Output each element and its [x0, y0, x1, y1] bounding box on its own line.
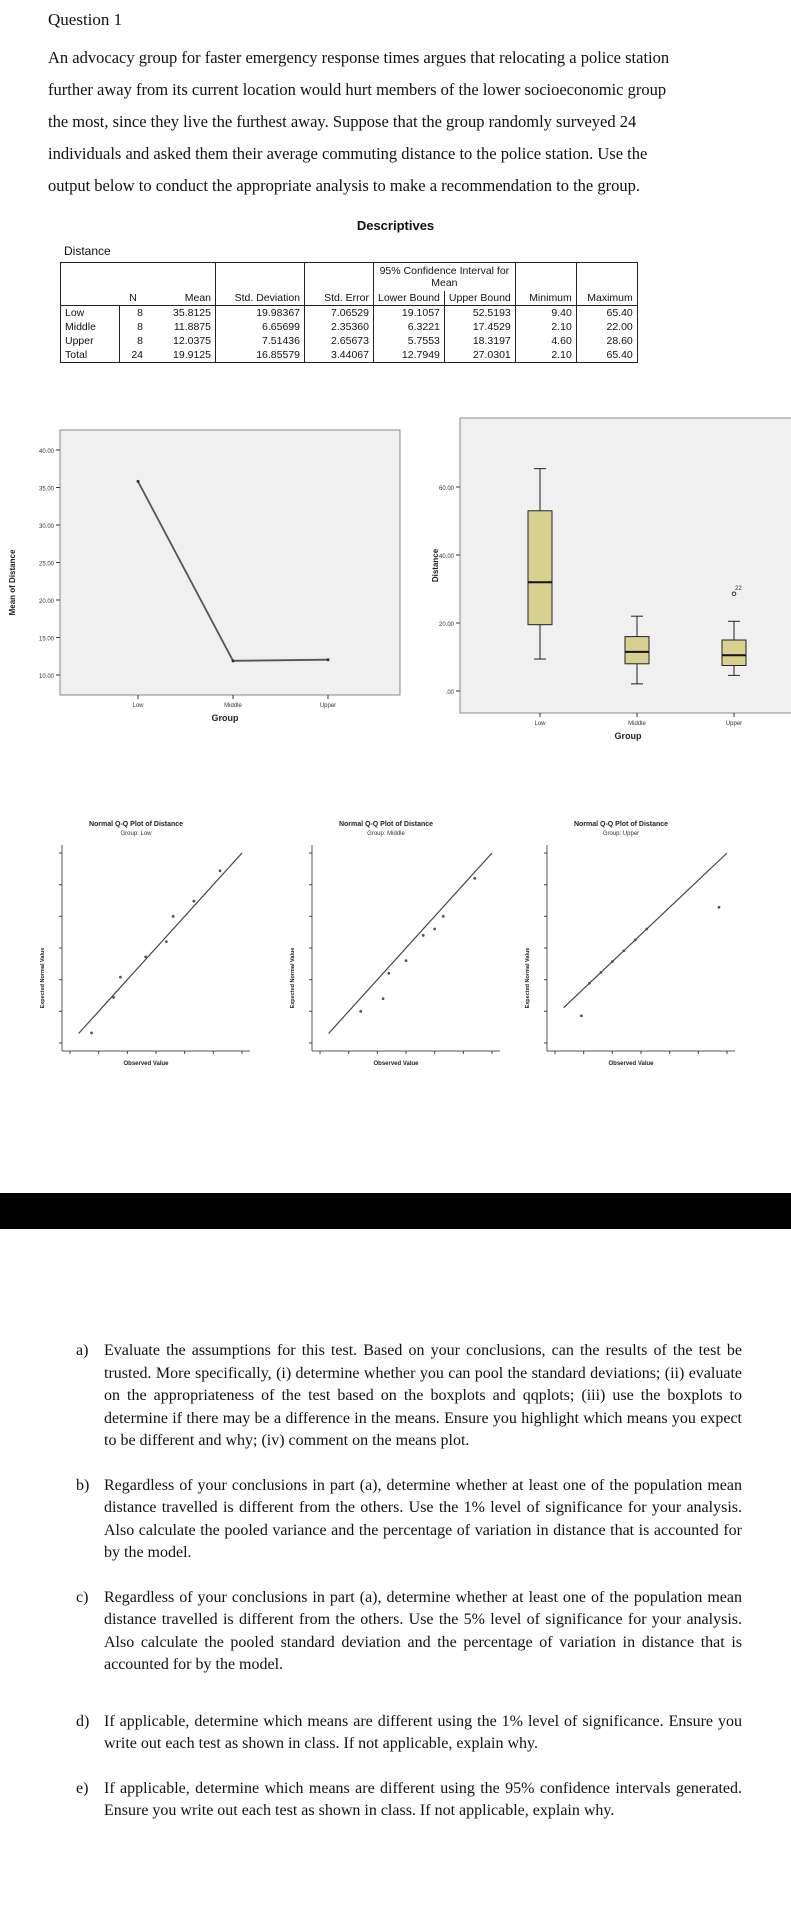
- cell: 2.10: [515, 348, 576, 363]
- intro-line: output below to conduct the appropriate analysis to make a recommendation to the group.: [48, 176, 641, 195]
- row-label: Low: [61, 306, 120, 321]
- table-row: [61, 306, 638, 321]
- cell: 19.1057: [374, 306, 445, 321]
- table-row: [61, 348, 638, 363]
- cell: 8: [137, 321, 143, 333]
- table-row: [61, 334, 638, 348]
- cell: 2.10: [515, 320, 576, 334]
- data-point: [192, 900, 195, 903]
- outlier-label: 22: [735, 585, 742, 592]
- cell: 16.85579: [216, 348, 305, 363]
- cell: 65.40: [576, 348, 637, 363]
- y-tick-label: 35.00: [38, 486, 54, 493]
- qq-subtitle: Group: Middle: [367, 831, 405, 837]
- cell: 22.00: [576, 320, 637, 334]
- x-tick-label: Upper: [319, 703, 337, 709]
- y-axis-label: Mean of Distance: [8, 549, 17, 616]
- x-tick-label: Upper: [725, 721, 743, 727]
- data-point: [580, 1014, 583, 1017]
- data-point: [422, 934, 425, 937]
- data-point: [327, 658, 330, 661]
- part-label: b): [76, 1476, 90, 1494]
- cell: 12.0375: [147, 334, 216, 348]
- black-divider-bar: [0, 1193, 791, 1229]
- part-text: If applicable, determine which means are different using the 1% level of significance. Ensure you write out each test as shown in class. If not applicable, explain why.: [104, 1712, 742, 1752]
- reference-line: [79, 853, 242, 1034]
- cell: 28.60: [576, 334, 637, 348]
- y-tick-label: 40.00: [438, 554, 454, 560]
- data-point: [718, 906, 721, 909]
- cell: 12.7949: [374, 348, 445, 363]
- part-label: d): [76, 1712, 90, 1730]
- data-point: [172, 915, 175, 918]
- cell: 3.44067: [305, 348, 374, 363]
- data-point: [232, 659, 235, 662]
- data-point: [144, 955, 147, 958]
- data-point: [359, 1010, 362, 1013]
- qq-plot-low: [30, 815, 260, 1075]
- x-tick-label: Middle: [224, 703, 242, 709]
- cell: 17.4529: [444, 320, 515, 334]
- x-axis-label: Group: [614, 731, 642, 741]
- col-header-std-error: Std. Error: [305, 291, 374, 306]
- table-row: [61, 320, 638, 334]
- y-tick-label: .00: [445, 690, 454, 696]
- col-header-upper: Upper Bound: [444, 291, 515, 306]
- box: [625, 637, 649, 664]
- col-header-min: Minimum: [515, 291, 576, 306]
- ci-header-line1: 95% Confidence Interval for: [379, 265, 510, 277]
- data-point: [645, 928, 648, 931]
- part-b: [76, 1475, 742, 1565]
- data-point: [634, 938, 637, 941]
- qq-plot-upper: [515, 815, 755, 1075]
- box: [722, 640, 746, 666]
- boxplot: [410, 415, 791, 755]
- means-plot: [0, 415, 420, 755]
- data-point: [90, 1031, 93, 1034]
- data-point: [219, 869, 222, 872]
- cell: 6.3221: [374, 320, 445, 334]
- question-title: Question 1: [48, 10, 123, 29]
- part-text: Evaluate the assumptions for this test. Based on your conclusions, can the results of the test be trusted. More specifically, (i) determine whether you can pool the standard deviations; (ii) evaluate on the appropriateness of the test based on the boxplots and qqplots; (iii) use the boxplots to determine if there may be a difference in the means. Ensure you highlight which means you expect to be different and why; (iv) comment on the means plot.: [104, 1342, 742, 1449]
- x-tick-label: Middle: [628, 721, 646, 727]
- y-tick-label: 15.00: [38, 636, 54, 643]
- intro-line: further away from its current location would hurt members of the lower socioeconomic group: [48, 80, 667, 99]
- row-label: Total: [61, 348, 120, 363]
- x-axis-label: Group: [211, 713, 239, 723]
- part-label: a): [76, 1342, 89, 1359]
- col-header-max: Maximum: [576, 291, 637, 306]
- qq-subtitle: Group: Upper: [602, 831, 640, 837]
- data-point: [165, 940, 168, 943]
- descriptives-variable: Distance: [64, 244, 111, 258]
- x-axis-label: Observed Value: [123, 1061, 169, 1067]
- y-tick-label: 40.00: [38, 449, 54, 455]
- x-tick-label: Low: [534, 721, 546, 727]
- qq-plot-middle: [280, 815, 510, 1075]
- data-point: [473, 877, 476, 880]
- row-label: Upper: [61, 334, 120, 348]
- x-axis-label: Observed Value: [373, 1061, 419, 1067]
- cell: 19.98367: [216, 306, 305, 321]
- intro-line: individuals and asked them their average commuting distance to the police station. Use the: [48, 144, 648, 163]
- ci-header: [374, 263, 516, 292]
- part-d: [76, 1711, 742, 1756]
- cell: 2.65673: [305, 334, 374, 348]
- qq-title: Normal Q-Q Plot of Distance: [338, 821, 434, 828]
- cell: 27.0301: [444, 348, 515, 363]
- intro-line: An advocacy group for faster emergency response times argues that relocating a police station: [48, 48, 670, 67]
- data-point: [442, 915, 445, 918]
- data-point: [387, 972, 390, 975]
- question-parts: [76, 1340, 742, 1823]
- cell: 52.5193: [444, 306, 515, 321]
- data-point: [119, 976, 122, 979]
- cell: 18.3197: [444, 334, 515, 348]
- y-tick-label: 10.00: [38, 674, 54, 680]
- y-tick-label: 25.00: [38, 561, 54, 568]
- part-c: [76, 1587, 742, 1677]
- data-point: [588, 982, 591, 985]
- col-header-std-dev: Std. Deviation: [216, 291, 305, 306]
- cell: 24: [119, 348, 147, 363]
- y-tick-label: 20.00: [438, 622, 454, 628]
- y-axis-label: Distance: [431, 548, 440, 583]
- cell: 19.9125: [147, 348, 216, 363]
- data-point: [112, 996, 115, 999]
- qq-subtitle: Group: Low: [120, 831, 152, 837]
- part-text: Regardless of your conclusions in part (a), determine whether at least one of the population mean distance travelled is different from the others. Use the 1% level of significance for your analysis. Also calculate the pooled variance and the percentage of variation in distance that is accounted for by the model.: [104, 1476, 742, 1561]
- col-header-mean: Mean: [147, 291, 216, 306]
- part-text: Regardless of your conclusions in part (a), determine whether at least one of the population mean distance travelled is different from the others. Use the 5% level of significance for your analysis. Also calculate the pooled standard deviation and the percentage of variation in distance that is accounted for by the model.: [104, 1588, 742, 1673]
- data-point: [611, 960, 614, 963]
- intro-line: the most, since they live the furthest away. Suppose that the group randomly surveyed 24: [48, 112, 637, 131]
- cell: 2.35360: [305, 320, 374, 334]
- cell: 7.51436: [216, 334, 305, 348]
- cell: 8: [137, 307, 143, 319]
- data-point: [405, 959, 408, 962]
- qq-title: Normal Q-Q Plot of Distance: [573, 821, 669, 828]
- descriptives-table: [60, 262, 638, 363]
- data-point: [382, 997, 385, 1000]
- data-point: [137, 480, 140, 483]
- y-tick-label: 60.00: [438, 486, 454, 492]
- descriptives-title: Descriptives: [356, 218, 435, 233]
- col-header-n: N: [119, 291, 147, 306]
- cell: 4.60: [515, 334, 576, 348]
- reference-line: [329, 853, 492, 1034]
- data-point: [622, 949, 625, 952]
- data-point: [433, 928, 436, 931]
- part-e: [76, 1778, 742, 1823]
- box: [528, 511, 552, 625]
- cell: 6.65699: [216, 320, 305, 334]
- qq-title: Normal Q-Q Plot of Distance: [88, 821, 184, 828]
- cell: 11.8875: [147, 320, 216, 334]
- ci-header-line2: Mean: [431, 277, 458, 289]
- row-label: Middle: [61, 320, 120, 334]
- part-text: If applicable, determine which means are different using the 95% confidence intervals generated. Ensure you write out each test as shown in class. If not applicable, explain why.: [104, 1779, 742, 1819]
- data-point: [599, 971, 602, 974]
- y-axis-label: Expected Normal Value: [525, 947, 531, 1009]
- y-tick-label: 20.00: [38, 599, 54, 605]
- cell: 8: [137, 335, 143, 347]
- col-header-lower: Lower Bound: [374, 291, 445, 306]
- cell: 5.7553: [374, 334, 445, 348]
- part-a: [76, 1340, 742, 1453]
- cell: 7.06529: [305, 306, 374, 321]
- y-axis-label: Expected Normal Value: [290, 947, 296, 1009]
- y-tick-label: 30.00: [38, 524, 54, 530]
- reference-line: [564, 853, 727, 1008]
- cell: 65.40: [576, 306, 637, 321]
- part-label: c): [76, 1588, 89, 1606]
- x-tick-label: Low: [132, 703, 144, 709]
- x-axis-label: Observed Value: [608, 1061, 654, 1067]
- y-axis-label: Expected Normal Value: [40, 947, 46, 1009]
- part-label: e): [76, 1779, 89, 1797]
- cell: 9.40: [515, 306, 576, 321]
- plot-area: [460, 418, 791, 713]
- cell: 35.8125: [147, 306, 216, 321]
- question-intro: [48, 42, 743, 202]
